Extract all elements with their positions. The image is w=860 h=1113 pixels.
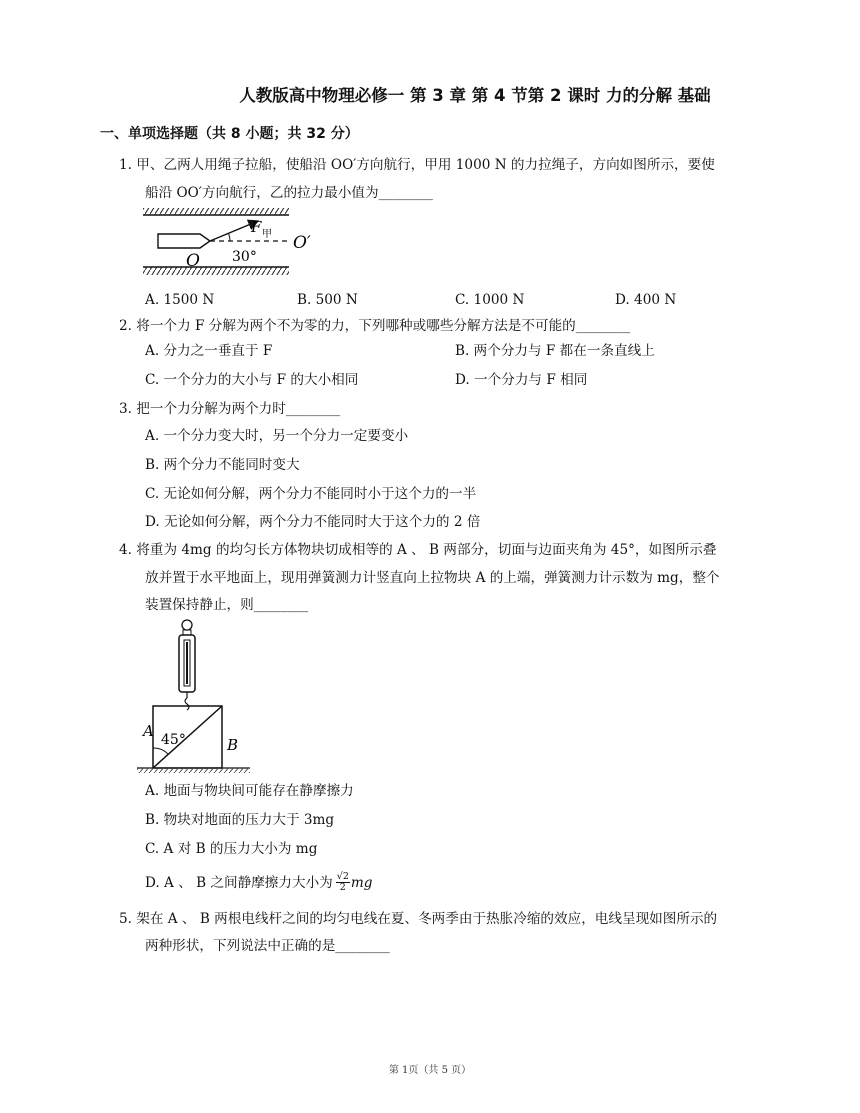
q1-force-sub: 甲 bbox=[262, 229, 272, 240]
q4-label-b: B bbox=[227, 736, 239, 754]
q5-text-line1: 5. 架在 A 、 B 两根电线杆之间的均匀电线在夏、冬两季由于热胀冷缩的效应，电线呈现如图所示的 bbox=[119, 911, 718, 927]
q3-option-c[interactable]: C. 无论如何分解，两个分力不能同时小于这个力的一半 bbox=[145, 486, 477, 502]
q3-option-b[interactable]: B. 两个分力不能同时变大 bbox=[145, 457, 300, 473]
q3-option-d[interactable]: D. 无论如何分解，两个分力不能同时大于这个力的 2 倍 bbox=[145, 514, 481, 530]
q4-option-c[interactable]: C. A 对 B 的压力大小为 mg bbox=[145, 841, 318, 857]
q1-text-line2: 船沿 OO′方向航行，乙的拉力最小值为________ bbox=[145, 185, 433, 201]
page-title: 人教版高中物理必修一 第 3 章 第 4 节第 2 课时 力的分解 基础 bbox=[239, 86, 711, 105]
fraction-denominator: 2 bbox=[339, 882, 346, 893]
fraction-numerator: √2 bbox=[336, 871, 349, 882]
q4-block-figure bbox=[135, 616, 260, 776]
q1-option-a[interactable]: A. 1500 N bbox=[145, 292, 215, 308]
q2-text: 2. 将一个力 F 分解为两个不为零的力，下列哪种或哪些分解方法是不可能的________ bbox=[119, 318, 631, 334]
q1-force-label: F bbox=[251, 218, 262, 236]
q3-option-a[interactable]: A. 一个分力变大时，另一个分力一定要变小 bbox=[145, 428, 409, 444]
q4-text-line2: 放并置于水平地面上，现用弹簧测力计竖直向上拉物块 A 的上端，弹簧测力计示数为 mg，整个 bbox=[145, 570, 720, 586]
q1-angle-label: 30° bbox=[232, 249, 257, 265]
q4-label-a: A bbox=[143, 722, 154, 740]
section-heading: 一、单项选择题（共 8 小题；共 32 分） bbox=[100, 126, 359, 142]
q4-option-d-prefix: D. A 、 B 之间静摩擦力大小为 bbox=[145, 874, 333, 891]
q4-option-d-suffix: mg bbox=[350, 874, 373, 891]
q4-text-line1: 4. 将重为 4mg 的均匀长方体物块切成相等的 A 、 B 两部分，切面与边面夹角为 45°，如图所示叠 bbox=[119, 542, 717, 558]
q2-option-c[interactable]: C. 一个分力的大小与 F 的大小相同 bbox=[145, 372, 359, 388]
q4-option-a[interactable]: A. 地面与物块间可能存在静摩擦力 bbox=[145, 783, 354, 799]
q2-option-a[interactable]: A. 分力之一垂直于 F bbox=[145, 343, 273, 359]
q4-text-line3: 装置保持静止，则________ bbox=[145, 597, 309, 613]
q1-option-b[interactable]: B. 500 N bbox=[297, 292, 358, 308]
q4-option-d[interactable] bbox=[145, 872, 372, 893]
q4-option-b[interactable]: B. 物块对地面的压力大于 3mg bbox=[145, 812, 335, 828]
q4-option-d-fraction bbox=[336, 872, 350, 893]
q1-option-d[interactable]: D. 400 N bbox=[615, 292, 677, 308]
q1-boat-figure bbox=[140, 206, 320, 280]
q1-o-label: O bbox=[186, 251, 200, 271]
q5-text-line2: 两种形状，下列说法中正确的是________ bbox=[145, 938, 390, 954]
q1-text-line1: 1. 甲、乙两人用绳子拉船，使船沿 OO′方向航行，甲用 1000 N 的力拉绳子，方向如图所示，要使 bbox=[119, 157, 715, 173]
q2-option-b[interactable]: B. 两个分力与 F 都在一条直线上 bbox=[455, 343, 655, 359]
q4-angle-label: 45° bbox=[161, 732, 186, 748]
q3-text: 3. 把一个力分解为两个力时________ bbox=[119, 401, 341, 417]
q2-option-d[interactable]: D. 一个分力与 F 相同 bbox=[455, 372, 588, 388]
q1-option-c[interactable]: C. 1000 N bbox=[455, 292, 525, 308]
q1-o2-label: O′ bbox=[293, 233, 311, 253]
page-footer: 第 1页（共 5 页） bbox=[388, 1065, 472, 1076]
